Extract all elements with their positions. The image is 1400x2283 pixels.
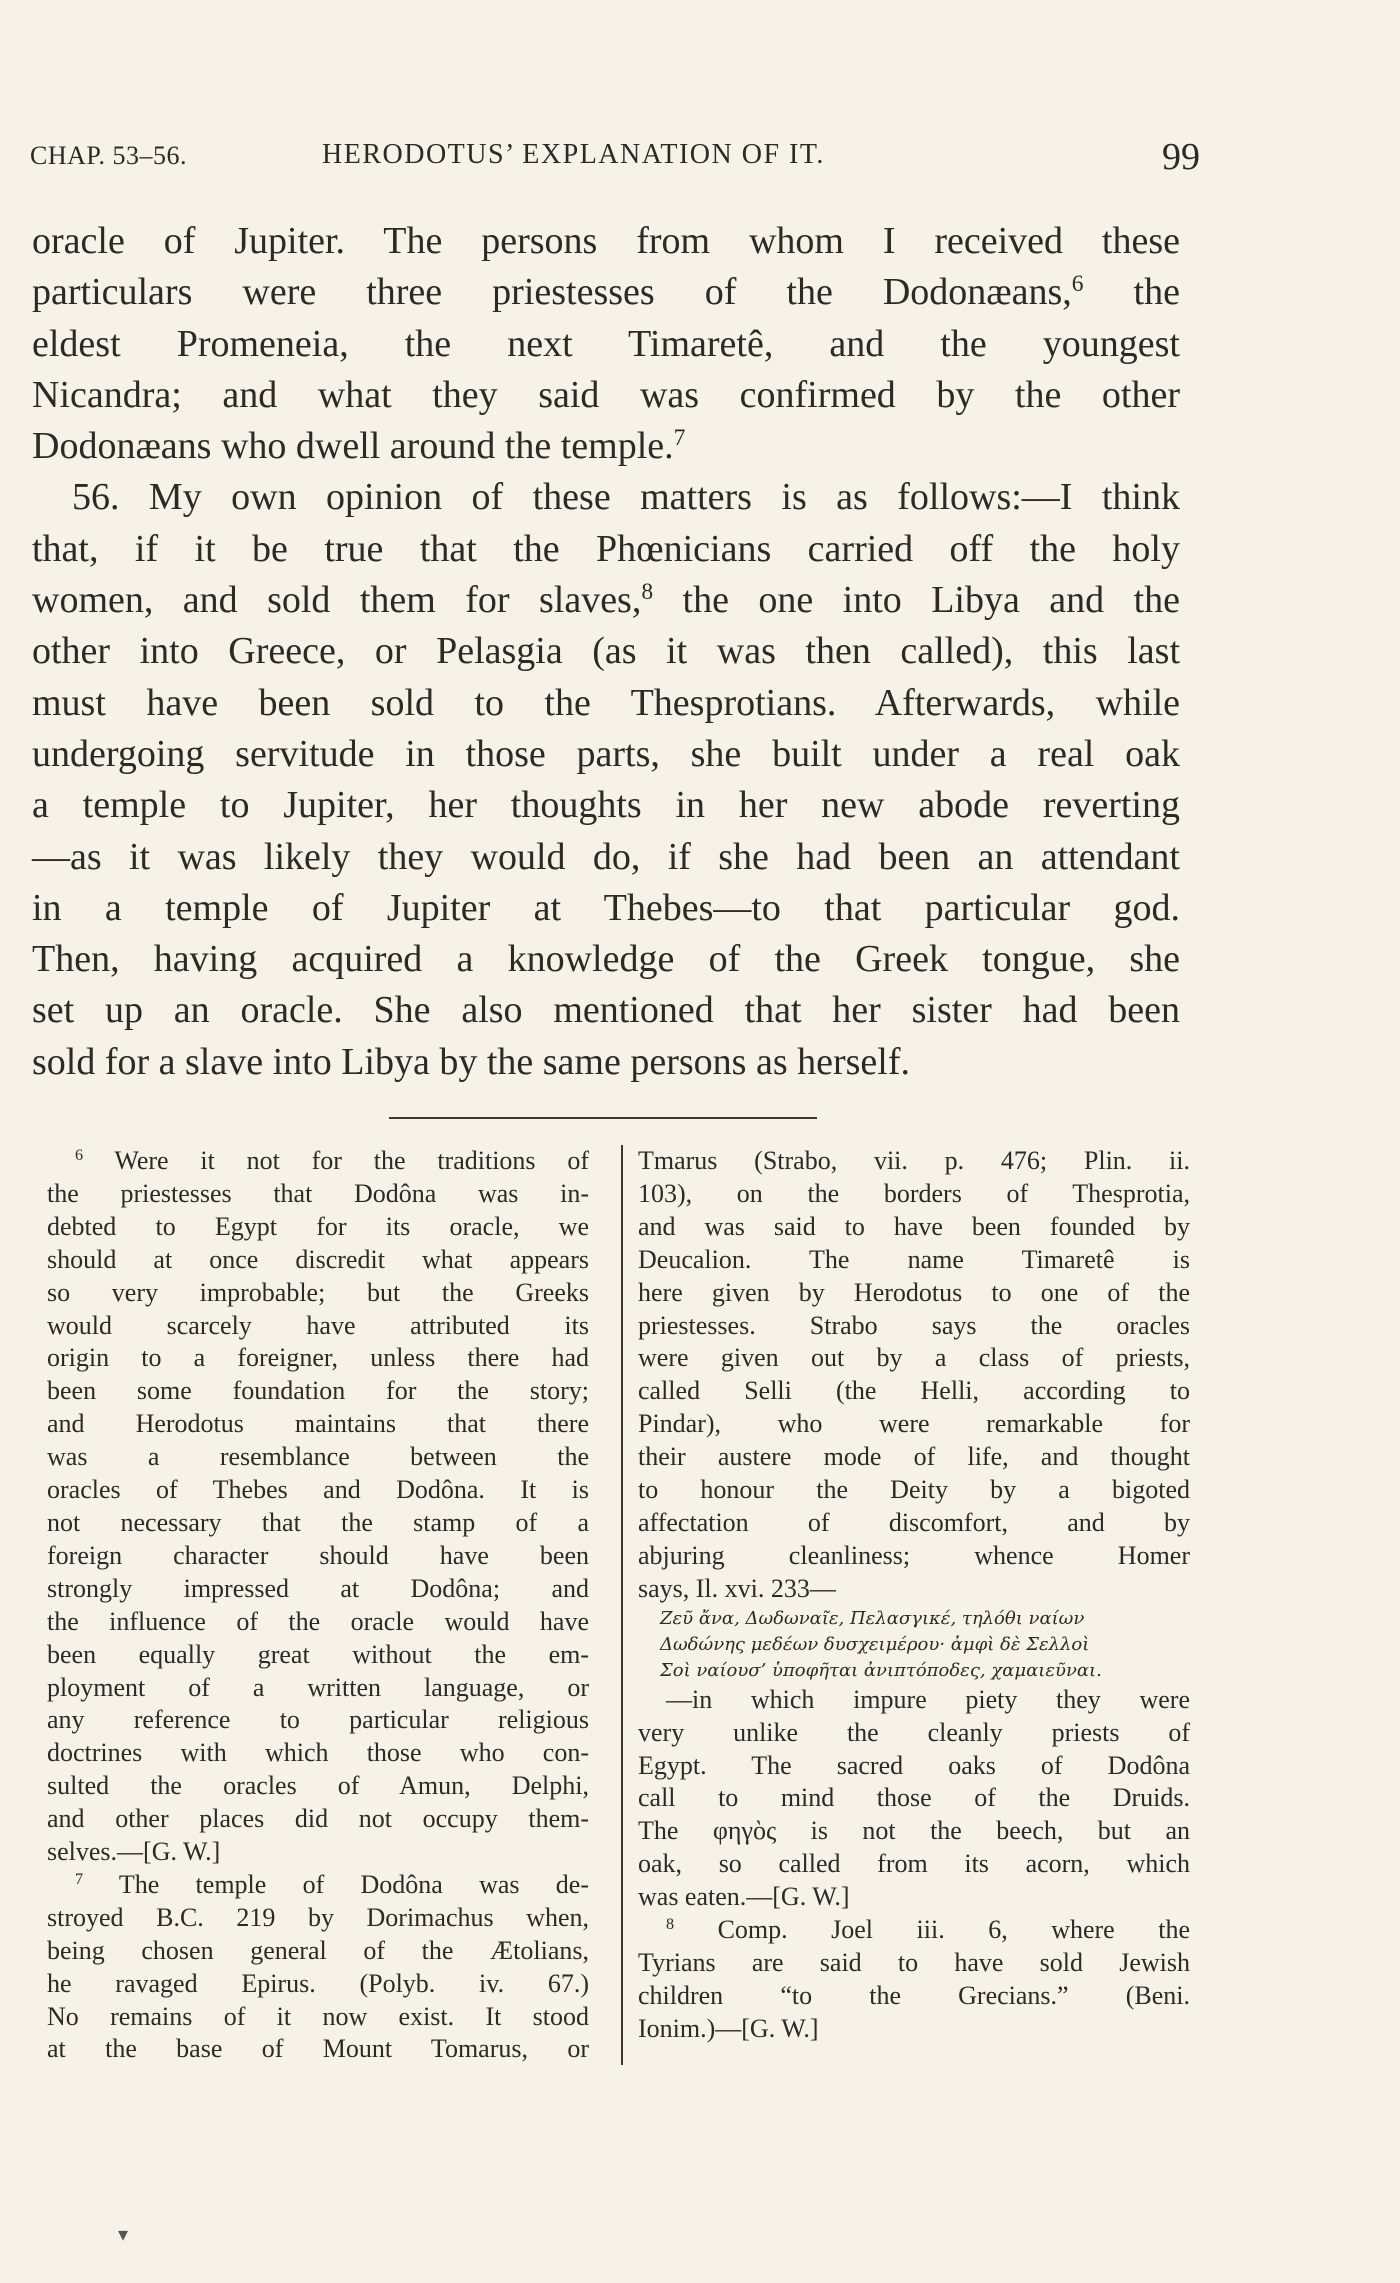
text-line: eldest Promeneia, the next Timaretê, and the youngest [32, 322, 1180, 365]
footnote-line: origin to a foreigner, unless there had [47, 1343, 589, 1373]
footnote-line: at the base of Mount Tomarus, or [47, 2034, 589, 2064]
footnote-line: priestesses. Strabo says the oracles [638, 1310, 1190, 1340]
footnote-line: selves.—[G. W.] [47, 1837, 221, 1867]
footnote-line: and Herodotus maintains that there [47, 1409, 589, 1439]
footnote-reference: 6 [75, 1147, 84, 1165]
footnote-line: here given by Herodotus to one of the [638, 1277, 1190, 1307]
text-line: Nicandra; and what they said was confirmed by the other [32, 373, 1180, 416]
footnote-line: doctrines with which those who con- [47, 1738, 589, 1768]
footnote-reference: 7 [75, 1871, 84, 1889]
footnote-line: were given out by a class of priests, [638, 1343, 1190, 1373]
footnote-line: The φηγὸς is not the beech, but an [638, 1816, 1190, 1846]
footnote-line: says, Il. xvi. 233— [638, 1573, 836, 1603]
footnotes-left-column [47, 1145, 589, 2066]
chapter-range: CHAP. 53–56. [30, 141, 187, 170]
footnote-reference: 7 [673, 425, 686, 452]
footnote-line: their austere mode of life, and thought [638, 1442, 1190, 1472]
footnote-line: Pindar), who were remarkable for [638, 1409, 1190, 1439]
text-line: Then, having acquired a knowledge of the Greek tongue, she [32, 938, 1180, 981]
text-line: Dodonæans who dwell around the temple.$^7$ [32, 425, 686, 468]
running-header [30, 135, 1200, 185]
greek-verse-line: Σοὶ ναίουσ’ ὑποφῆται ἀνιπτόποδες, χαμαιεῦναι. [660, 1659, 1102, 1681]
footnote-line: been some foundation for the story; [47, 1376, 589, 1406]
footnote-line: No remains of it now exist. It stood [47, 2001, 589, 2031]
footnote-line: call to mind those of the Druids. [638, 1783, 1190, 1813]
footnote-line: the influence of the oracle would have [47, 1606, 589, 1636]
footnote-line: not necessary that the stamp of a [47, 1507, 589, 1537]
text-line: sold for a slave into Libya by the same persons as herself. [32, 1040, 910, 1083]
footnote-line: strongly impressed at Dodôna; and [47, 1573, 589, 1603]
footnote-line: ployment of a written language, or [47, 1672, 589, 1702]
greek-verse-line: Ζεῦ ἄνα, Δωδωναῖε, Πελασγικέ, τηλόθι ναίων [660, 1607, 1085, 1629]
footnote-line: called Selli (the Helli, according to [638, 1376, 1190, 1406]
text-line: —as it was likely they would do, if she had been an attendant [32, 835, 1180, 878]
footnote-line: children “to the Grecians.” (Beni. [638, 1980, 1190, 2010]
footnote-7-continuation [638, 1145, 1190, 1606]
footnote-line: oracles of Thebes and Dodôna. It is [47, 1475, 589, 1505]
footnote-line: —in which impure piety they were [666, 1684, 1190, 1714]
text-line: that, if it be true that the Phœnicians carried off the holy [32, 527, 1180, 570]
footnote-line: any reference to particular religious [47, 1705, 589, 1735]
footnote-line: $^8$ Comp. Joel iii. 6, where the [666, 1915, 1190, 1945]
footnote-line: being chosen general of the Ætolians, [47, 1935, 589, 1965]
text-line: particulars were three priestesses of the Dodonæans,$^6$ the [32, 271, 1180, 314]
footnote-line: was eaten.—[G. W.] [638, 1882, 850, 1912]
text-line: must have been sold to the Thesprotians. Afterwards, while [32, 681, 1180, 724]
footnote-line: sulted the oracles of Amun, Delphi, [47, 1771, 589, 1801]
text-line: 56. My own opinion of these matters is as follows:—I think [72, 476, 1180, 519]
footnote-line: foreign character should have been [47, 1540, 589, 1570]
footnote-line: would scarcely have attributed its [47, 1310, 589, 1340]
footnote-line: and other places did not occupy them- [47, 1804, 589, 1834]
footnote-line: Tmarus (Strabo, vii. p. 476; Plin. ii. [638, 1146, 1190, 1175]
footnote-7-8-text [638, 1684, 1190, 2046]
footnote-line: stroyed B.C. 219 by Dorimachus when, [47, 1902, 589, 1932]
footnote-line: should at once discredit what appears [47, 1244, 589, 1274]
page-mark: ▾ [118, 2222, 129, 2246]
footnote-line: he ravaged Epirus. (Polyb. iv. 67.) [47, 1968, 589, 1998]
text-line: undergoing servitude in those parts, she built under a real oak [32, 732, 1180, 775]
footnote-line: very unlike the cleanly priests of [638, 1717, 1190, 1747]
greek-verse-line: Δωδώνης μεδέων δυσχειμέρου· ἀμφὶ δὲ Σελλοὶ [660, 1633, 1090, 1655]
footnote-line: Tyrians are said to have sold Jewish [638, 1947, 1190, 1977]
homer-quotation [638, 1606, 1190, 1684]
footnote-line: was a resemblance between the [47, 1442, 589, 1472]
text-line: women, and sold them for slaves,$^8$ the one into Libya and the [32, 579, 1180, 622]
column-divider [621, 1145, 623, 2065]
footnote-line: oak, so called from its acorn, which [638, 1849, 1190, 1879]
text-line: other into Greece, or Pelasgia (as it was then called), this last [32, 630, 1180, 673]
footnote-line: so very improbable; but the Greeks [47, 1277, 589, 1307]
footnote-line: and was said to have been founded by [638, 1211, 1190, 1241]
text-line: set up an oracle. She also mentioned that her sister had been [32, 989, 1180, 1032]
footnote-line: affectation of discomfort, and by [638, 1507, 1190, 1537]
footnote-line: 103), on the borders of Thesprotia, [638, 1178, 1190, 1208]
footnote-line: the priestesses that Dodôna was in- [47, 1178, 589, 1208]
running-title: HERODOTUS’ EXPLANATION OF IT. [322, 139, 825, 170]
main-text [32, 216, 1180, 1088]
footnote-divider [389, 1117, 817, 1119]
text-line: in a temple of Jupiter at Thebes—to that particular god. [32, 886, 1180, 929]
footnote-line: $^6$ Were it not for the traditions of [75, 1146, 589, 1175]
footnote-line: to honour the Deity by a bigoted [638, 1475, 1190, 1505]
text-line: oracle of Jupiter. The persons from whom I received these [32, 220, 1180, 262]
footnotes-right-column [638, 1145, 1190, 2046]
footnote-line: abjuring cleanliness; whence Homer [638, 1540, 1190, 1570]
footnote-line: Ionim.)—[G. W.] [638, 2013, 819, 2043]
footnote-line: Egypt. The sacred oaks of Dodôna [638, 1750, 1190, 1780]
footnote-reference: 6 [1071, 271, 1084, 298]
footnote-line: been equally great without the em- [47, 1639, 589, 1669]
footnote-reference: 8 [641, 579, 654, 606]
page-number: 99 [1162, 136, 1200, 178]
footnote-line: debted to Egypt for its oracle, we [47, 1211, 589, 1241]
footnote-line: $^7$ The temple of Dodôna was de- [75, 1869, 589, 1899]
footnote-reference: 8 [666, 1916, 675, 1934]
text-line: a temple to Jupiter, her thoughts in her new abode reverting [32, 784, 1180, 827]
footnote-line: Deucalion. The name Timaretê is [638, 1244, 1190, 1274]
